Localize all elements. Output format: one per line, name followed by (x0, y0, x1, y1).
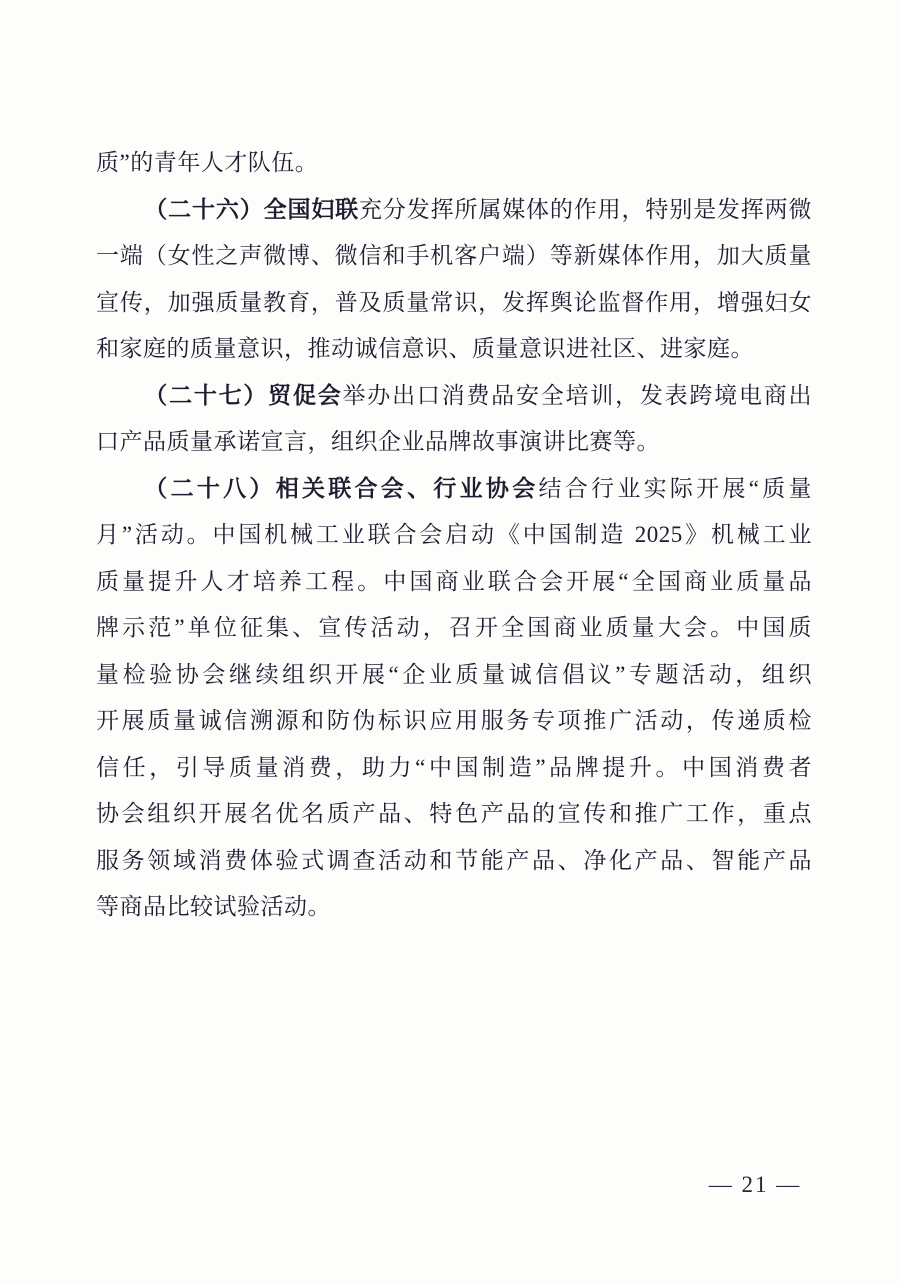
text-line (96, 512, 812, 559)
text-segment: 宣传，加强质量教育，普及质量常识，发挥舆论监督作用，增强妇女 (96, 289, 812, 315)
text-line (96, 652, 812, 699)
text-line (96, 884, 812, 931)
page-number: — 21 — (708, 1172, 802, 1197)
text-line (96, 187, 812, 234)
text-segment: 质”的青年人才队伍。 (96, 150, 319, 175)
text-segment: 牌示范”单位征集、宣传活动，召开全国商业质量大会。中国质 (96, 615, 812, 640)
text-line (96, 791, 812, 838)
text-line (96, 559, 812, 606)
text-line (96, 419, 812, 466)
text-line (96, 280, 812, 327)
text-line (96, 605, 812, 652)
text-line (96, 326, 812, 373)
section-heading-text: （二十八）相关联合会、行业协会 (144, 475, 539, 501)
text-segment: 量检验协会继续组织开展“企业质量诚信倡议”专题活动，组织 (96, 661, 812, 687)
text-line (96, 745, 812, 792)
text-segment: 质量提升人才培养工程。中国商业联合会开展“全国商业质量品 (96, 568, 812, 594)
text-line (96, 698, 812, 745)
section-heading-text: （二十七）贸促会 (144, 382, 343, 408)
section-heading-text: （二十六）全国妇联 (144, 196, 360, 222)
text-segment: 和家庭的质量意识，推动诚信意识、质量意识进社区、进家庭。 (96, 336, 754, 361)
text-segment: 一端（女性之声微博、微信和手机客户端）等新媒体作用，加大质量 (96, 243, 812, 268)
text-segment: 口产品质量承诺宣言，组织企业品牌故事演讲比赛等。 (96, 429, 660, 454)
text-line (96, 373, 812, 420)
text-line (96, 140, 812, 187)
document-body (96, 140, 812, 931)
text-segment: 开展质量诚信溯源和防伪标识应用服务专项推广活动，传递质检 (96, 708, 812, 733)
text-segment: 结合行业实际开展“质量 (538, 475, 812, 501)
text-segment: 举办出口消费品安全培训，发表跨境电商出 (342, 382, 812, 408)
text-segment: 信任，引导质量消费，助力“中国制造”品牌提升。中国消费者 (96, 754, 812, 780)
text-segment: 等商品比较试验活动。 (96, 894, 331, 919)
text-line (96, 466, 812, 513)
text-segment: 服务领域消费体验式调查活动和节能产品、净化产品、智能产品 (96, 847, 812, 873)
text-segment: 充分发挥所属媒体的作用，特别是发挥两微 (359, 196, 812, 222)
text-line (96, 838, 812, 885)
text-segment: 月”活动。中国机械工业联合会启动《中国制造 2025》机械工业 (96, 522, 812, 547)
text-line (96, 233, 812, 280)
text-segment: 协会组织开展名优名质产品、特色产品的宣传和推广工作，重点 (96, 801, 812, 826)
